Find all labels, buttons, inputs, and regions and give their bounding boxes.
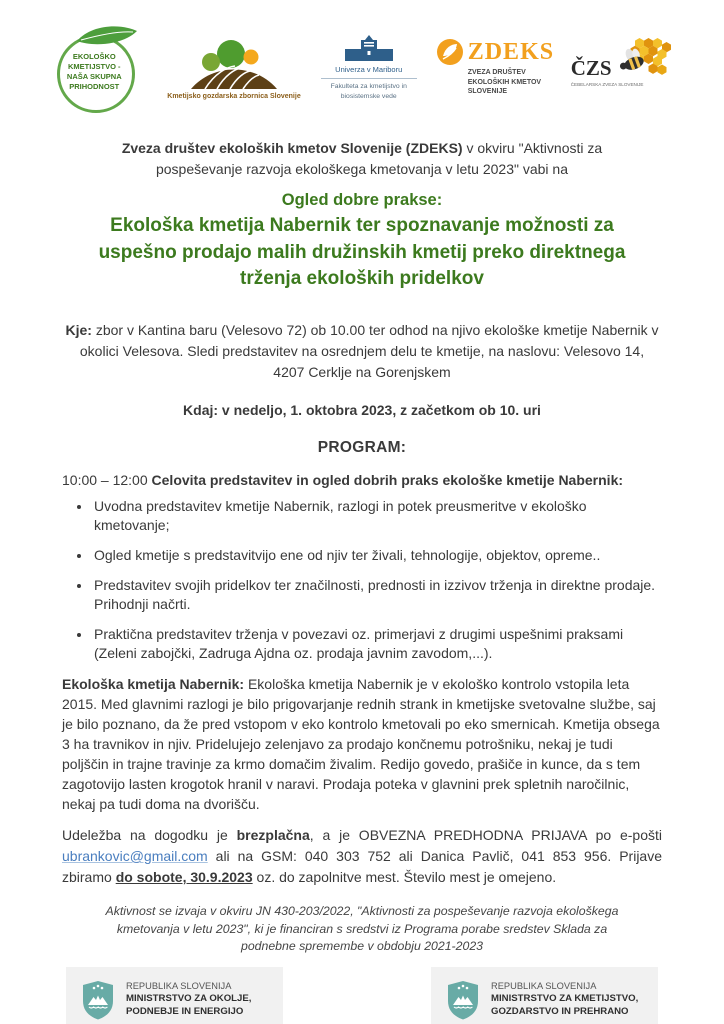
farm-label: Ekološka kmetija Nabernik: <box>62 675 245 692</box>
ministry-name: MINISTRSTVO ZA OKOLJE, PODNEBJE IN ENERGIJO <box>126 993 252 1018</box>
participation-text: oz. do zapolnitve mest. Število mest je omejeno. <box>252 869 557 886</box>
eko-logo-text: EKOLOŠKO KMETIJSTVO - NAŠA SKUPNA PRIHODNOST <box>66 51 122 92</box>
email-link[interactable]: ubrankovic@gmail.com <box>62 848 208 865</box>
registration-deadline: do sobote, 30.9.2023 <box>115 869 253 886</box>
ministry-agriculture-box <box>431 967 658 1024</box>
kgzs-caption: Kmetijsko gozdarska zbornica Slovenije <box>167 92 301 100</box>
list-item: • Uvodna predstavitev kmetije Nabernik, razlogi in potek preusmeritve v ekološko kmetovanje; <box>92 497 662 536</box>
um-divider <box>321 78 417 79</box>
program-time: 10:00 – 12:00 <box>62 471 152 488</box>
event-kicker: Ogled dobre prakse: <box>281 191 443 209</box>
farm-text: Ekološka kmetija Nabernik je v ekološko kontrolo vstopila leta 2015. Med glavnimi razlogi je bilo prigovarjanje rednih strank in kmetijske svetovalne službe, saj je bilo poznano, da že pred vstopom v eko kontrolo kmetovali po eko smernicah. Kmetija obsega 3 ha travnikov in njiv. Pridelujejo zelenjavo za prodajo končnemu potrošniku, nekaj je tudi poljščin in trajne travinje za krmo domačim živalim. Redijo govedo, prašiče in kunce, da s tem zagotovijo lasten krogotok hranil v naravi. Prodaja poteka v glavnini prek spletnih naročilnic, nekaj pa tudi doma na dvorišču. <box>62 675 660 813</box>
list-item: • Predstavitev svojih pridelkov ter značilnosti, prednosti in izzivov trženja in direktne prodaje. Prihodnji načrti. <box>92 576 662 615</box>
program-lead <box>62 472 662 488</box>
logo-zdeks <box>437 39 555 97</box>
footer-ministries <box>0 967 724 1024</box>
list-item: • Praktična predstavitev trženja v povezavi oz. primerjavi z drugimi uspešnimi praksami (Zeleni zabojčki, Zadruga Ajdna oz. prodaja javnim zavodom,...). <box>92 625 662 664</box>
flyer-content <box>0 138 724 955</box>
event-title: Ekološka kmetija Nabernik ter spoznavanje možnosti za uspešno prodajo malih družinskih kmetij preko direktnega trženja ekoloških pridelkov <box>98 215 626 290</box>
program-bullets <box>62 497 662 664</box>
where-paragraph <box>64 320 660 383</box>
ministry-country: REPUBLIKA SLOVENIJA <box>126 981 232 992</box>
participation-text: Udeležba na dogodku je <box>62 827 237 844</box>
um-name: Univerza v Mariboru <box>335 65 403 75</box>
farm-description <box>62 674 662 814</box>
coat-of-arms-icon <box>81 980 115 1020</box>
um-faculty: Fakulteta za kmetijstvo in biosistemske vede <box>330 83 407 100</box>
ministry-country: REPUBLIKA SLOVENIJA <box>491 981 597 992</box>
where-text: zbor v Kantina baru (Velesovo 72) ob 10.00 ter odhod na njivo ekološke kmetije Nabernik v okolici Velesova. Sledi predstavitev na osrednjem delu te kmetije, na naslovu: Velesovo 14, 4207 Cerklje na Gorenjskem <box>79 321 659 380</box>
zdeks-leaf-icon <box>437 39 463 65</box>
participation-text: ali na GSM: 040 303 752 ali Danica Pavlič, 041 853 956. Prijave zbiramo <box>62 848 662 886</box>
header-logos <box>0 0 724 114</box>
logo-czs <box>571 32 675 104</box>
ministry-name: MINISTRSTVO ZA KMETIJSTVO, GOZDARSTVO IN PREHRANO <box>491 993 639 1018</box>
zdeks-subtitle: ZVEZA DRUŠTEV EKOLOŠKIH KMETOV SLOVENIJE <box>467 68 542 96</box>
coat-of-arms-icon <box>446 980 480 1020</box>
czs-subtitle: ČEBELARSKA ZVEZA SLOVENIJE <box>570 82 644 87</box>
university-building-icon <box>343 35 395 63</box>
czs-acronym: ČZS <box>570 56 612 80</box>
program-heading: PROGRAM: <box>317 438 407 456</box>
funding-fine-print: Aktivnost se izvaja v okviru JN 430-203/2022, "Aktivnosti za pospeševanje razvoja ekološkega kmetovanja v letu 2023", ki je financiran s sredstvi iz Programa porabe sredstev Sklada za podnebne spremembe v obdobju 2021-2023 <box>105 904 619 953</box>
participation-paragraph <box>62 825 662 888</box>
logo-univerza-maribor <box>317 35 421 100</box>
logo-eko-kmetijstvo <box>49 23 151 113</box>
intro-organizer: Zveza društev ekoloških kmetov Slovenije (ZDEKS) <box>121 140 463 156</box>
ministry-environment-box <box>66 967 283 1024</box>
zdeks-acronym: ZDEKS <box>467 38 555 65</box>
when-line: Kdaj: v nedeljo, 1. oktobra 2023, z začetkom ob 10. uri <box>183 401 541 418</box>
intro-paragraph <box>78 138 646 180</box>
participation-text: , a je OBVEZNA PREDHODNA PRIJAVA po e-pošti <box>309 827 662 844</box>
logo-kgzs <box>167 37 300 100</box>
free-of-charge: brezplačna <box>236 827 310 844</box>
trees-field-icon <box>175 37 293 91</box>
where-label: Kje: <box>65 321 92 338</box>
list-item: • Ogled kmetije s predstavitvijo ene od njiv ter živali, tehnologije, objektov, opreme.. <box>92 546 662 566</box>
program-lead-title: Celovita predstavitev in ogled dobrih praks ekološke kmetije Nabernik: <box>151 471 624 488</box>
intro-rest: v okviru "Aktivnosti za pospeševanje razvoja ekološkega kmetovanja v letu 2023" vabi na <box>155 140 603 177</box>
